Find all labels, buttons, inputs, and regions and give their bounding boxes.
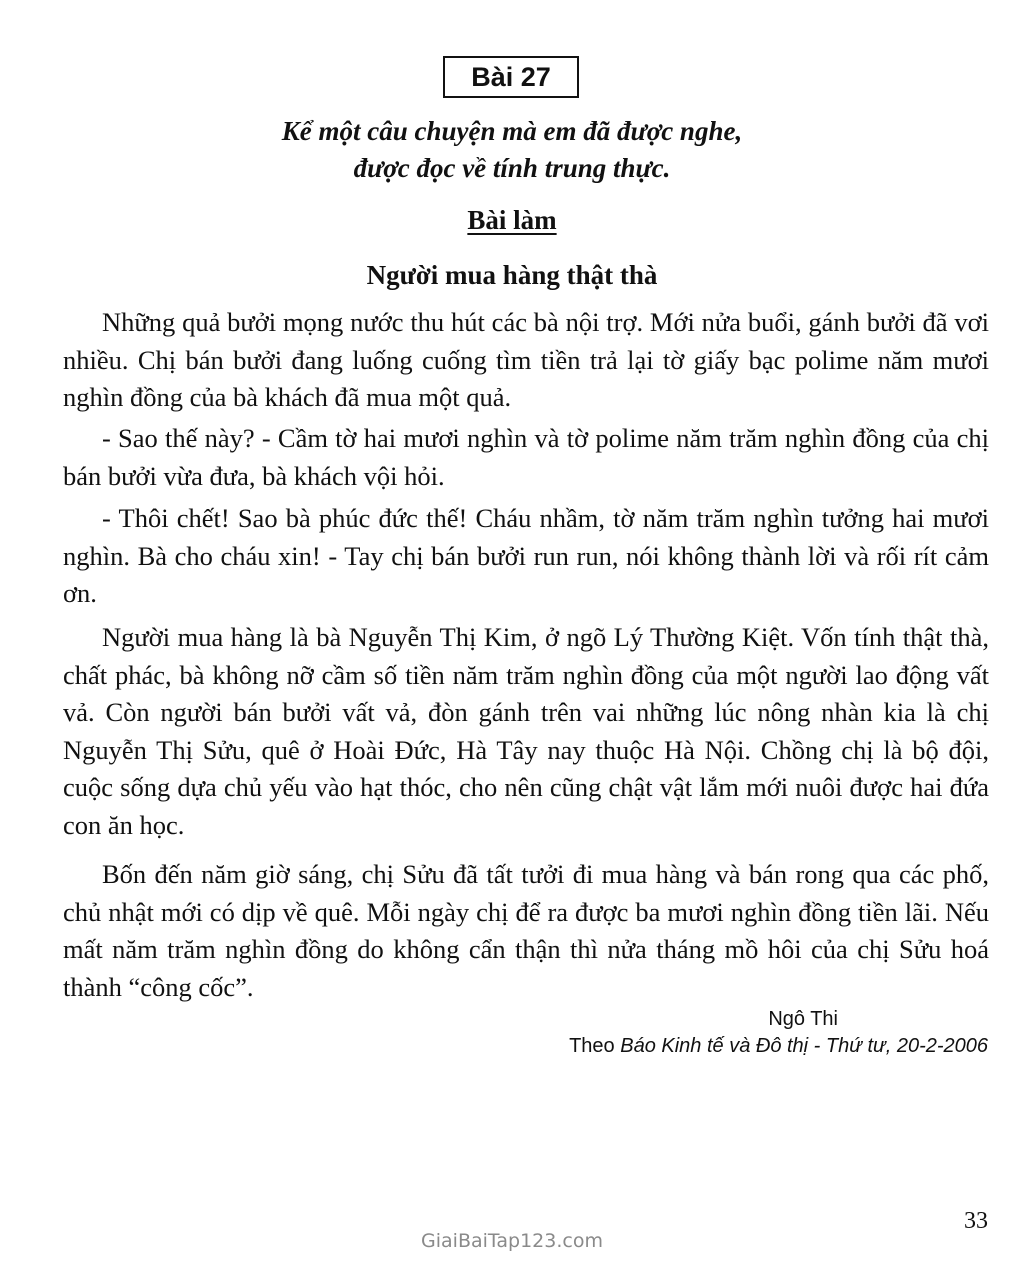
answer-heading-text: Bài làm	[467, 205, 557, 235]
credit-author: Ngô Thi	[768, 1008, 838, 1030]
credit-source-prefix: Theo	[569, 1035, 615, 1057]
paragraph-1: Những quả bưởi mọng nước thu hút các bà nội trợ. Mới nửa buổi, gánh bưởi đã vơi nhiều. Chị bán bưởi đang luống cuống tìm tiền trả lại tờ giấy bạc polime năm mươi nghìn đồng của bà khách đã mua một quả.	[63, 307, 989, 412]
credit-source-title: Báo Kinh tế và Đô thị - Thứ tư, 20-2-2006	[620, 1035, 988, 1057]
paragraph-2: - Sao thế này? - Cầm tờ hai mươi nghìn và tờ polime năm trăm nghìn đồng của chị bán bưởi vừa đưa, bà khách vội hỏi.	[63, 423, 989, 491]
paragraph-5: Bốn đến năm giờ sáng, chị Sửu đã tất tưởi đi mua hàng và bán rong qua các phố, chủ nhật mới có dịp về quê. Mỗi ngày chị để ra được ba mươi nghìn đồng tiền lãi. Nếu mất năm trăm nghìn đồng do không cẩn thận thì nửa tháng mồ hôi của chị Sửu hoá thành “công cốc”.	[63, 859, 989, 1002]
credit-source	[569, 1033, 988, 1059]
paragraph-4: Người mua hàng là bà Nguyễn Thị Kim, ở ngõ Lý Thường Kiệt. Vốn tính thật thà, chất phác, bà không nỡ cầm số tiền năm trăm nghìn đồng của một người lao động vất vả. Còn người bán bưởi vất vả, đòn gánh trên vai những lúc nông nhàn kia là chị Nguyễn Thị Sửu, quê ở Hoài Đức, Hà Tây nay thuộc Hà Nội. Chồng chị là bộ đội, cuộc sống dựa chủ yếu vào hạt thóc, cho nên cũng chật vật lắm mới nuôi được hai đứa con ăn học.	[63, 622, 989, 840]
lesson-label-box	[443, 56, 579, 98]
paragraph-3: - Thôi chết! Sao bà phúc đức thế! Cháu nhầm, tờ năm trăm nghìn tưởng hai mươi nghìn. Bà cho cháu xin! - Tay chị bán bưởi run run, nói không thành lời và rối rít cảm ơn.	[63, 503, 989, 608]
prompt-line-1: Kể một câu chuyện mà em đã được nghe,	[281, 116, 743, 146]
answer-heading	[380, 202, 644, 238]
watermark: GiaiBaiTap123.com	[421, 1230, 603, 1252]
page-number: 33	[964, 1208, 988, 1234]
prompt-line-2: được đọc về tính trung thực.	[353, 153, 671, 183]
lesson-label: Bài 27	[471, 62, 551, 92]
story-title: Người mua hàng thật thà	[366, 260, 658, 290]
